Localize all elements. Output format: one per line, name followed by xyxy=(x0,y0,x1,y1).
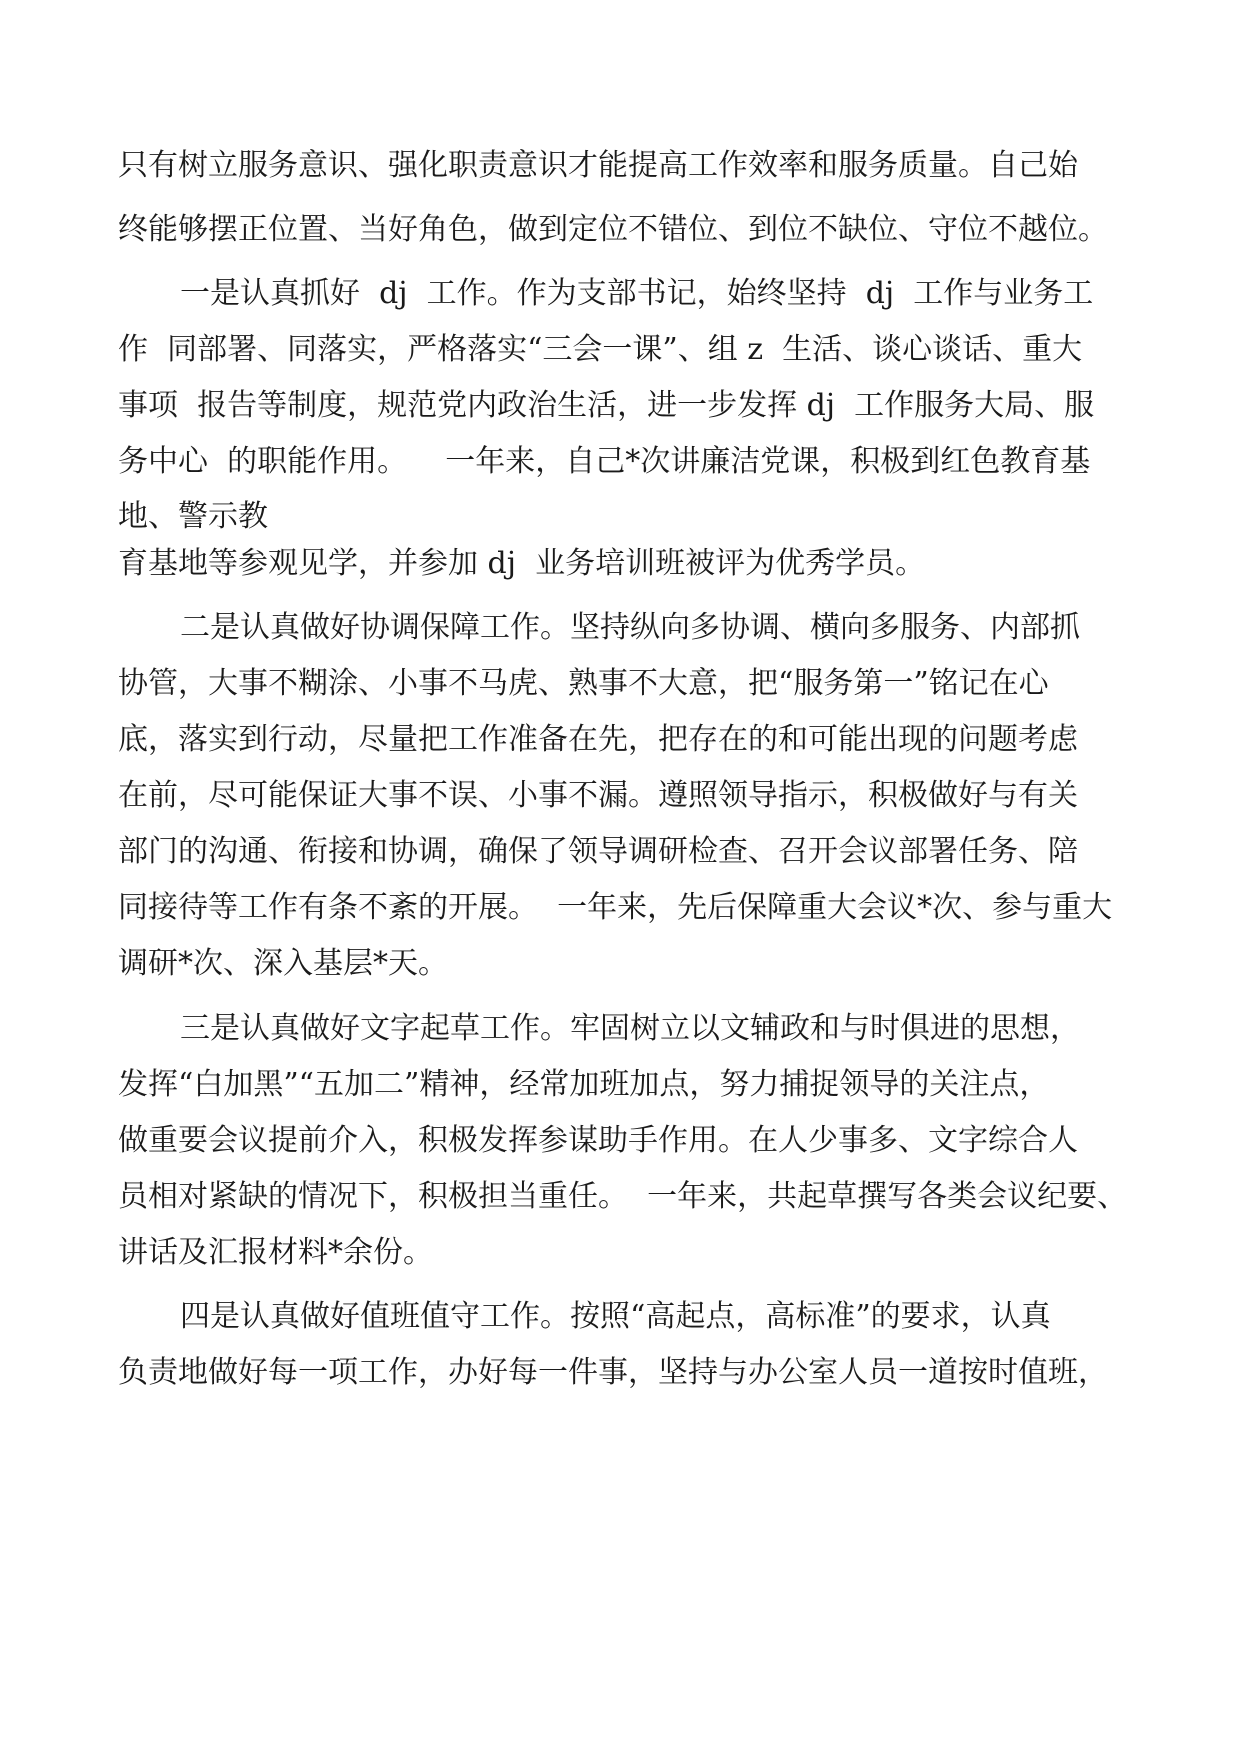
body-text-line: 同接待等工作有条不紊的开展。 一年来，先后保障重大会议*次、参与重大 xyxy=(118,890,1113,925)
body-text-line: 底，落实到行动，尽量把工作准备在先，把存在的和可能出现的问题考虑 xyxy=(118,722,1078,757)
body-text-line: 在前，尽可能保证大事不误、小事不漏。遵照领导指示，积极做好与有关 xyxy=(118,778,1078,813)
body-text-line: 讲话及汇报材料*余份。 xyxy=(118,1235,433,1270)
body-text-line: 调研*次、深入基层*天。 xyxy=(118,946,448,981)
paragraph-2-start: 二是认真做好协调保障工作。坚持纵向多协调、横向多服务、内部抓 xyxy=(180,610,1080,645)
body-text-line: 部门的沟通、衔接和协调，确保了领导调研检查、召开会议部署任务、陪 xyxy=(118,834,1078,869)
paragraph-3-start: 三是认真做好文字起草工作。牢固树立以文辅政和与时俱进的思想， xyxy=(180,1011,1080,1046)
body-text-line: 协管，大事不糊涂、小事不马虎、熟事不大意，把“服务第一”铭记在心 xyxy=(118,666,1049,701)
body-text-line: 负责地做好每一项工作，办好每一件事，坚持与办公室人员一道按时值班， xyxy=(118,1355,1108,1390)
body-text-line: 地、警示教 xyxy=(118,499,268,534)
paragraph-4-start: 四是认真做好值班值守工作。按照“高起点，高标准”的要求，认真 xyxy=(180,1299,1051,1334)
body-text-line: 育基地等参观见学，并参加 dj 业务培训班被评为优秀学员。 xyxy=(118,546,926,581)
body-text-line: 做重要会议提前介入，积极发挥参谋助手作用。在人少事多、文字综合人 xyxy=(118,1123,1078,1158)
body-text-line: 务中心 的职能作用。 一年来，自己*次讲廉洁党课，积极到红色教育基 xyxy=(118,444,1091,479)
body-text-line: 只有树立服务意识、强化职责意识才能提高工作效率和服务质量。自己始 xyxy=(118,148,1078,183)
paragraph-1-start: 一是认真抓好 dj 工作。作为支部书记，始终坚持 dj 工作与业务工 xyxy=(180,276,1094,311)
body-text-line: 终能够摆正位置、当好角色，做到定位不错位、到位不缺位、守位不越位。 xyxy=(118,212,1108,247)
body-text-line: 员相对紧缺的情况下，积极担当重任。 一年来，共起草撰写各类会议纪要、 xyxy=(118,1179,1128,1214)
body-text-line: 发挥“白加黑”“五加二”精神，经常加班加点，努力捕捉领导的关注点， xyxy=(118,1067,1050,1102)
body-text-line: 事项 报告等制度，规范党内政治生活，进一步发挥 dj 工作服务大局、服 xyxy=(118,388,1095,423)
body-text-line: 作 同部署、同落实，严格落实“三会一课”、组 z 生活、谈心谈话、重大 xyxy=(118,332,1083,367)
